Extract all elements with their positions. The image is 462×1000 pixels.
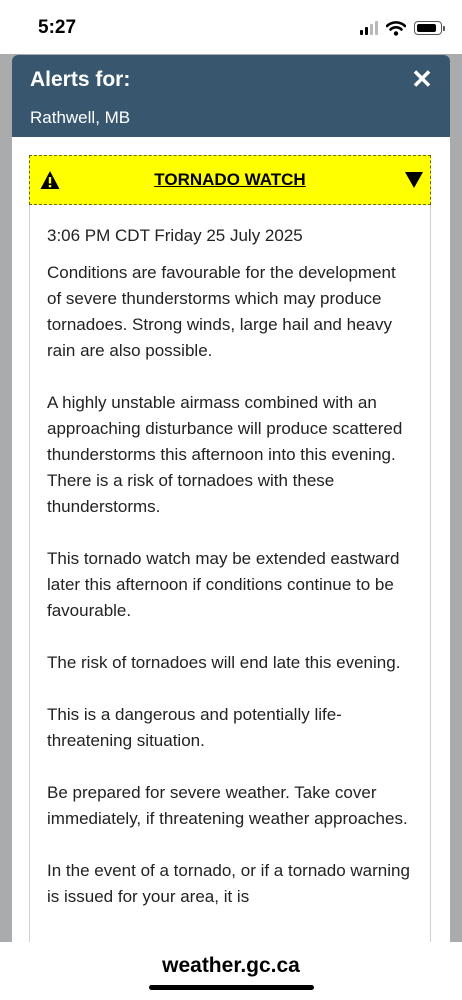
home-indicator[interactable]: [149, 985, 314, 990]
alert-title: TORNADO WATCH: [154, 170, 306, 189]
status-time: 5:27: [38, 17, 77, 38]
wifi-icon: [386, 21, 406, 36]
alert-paragraph: The risk of tornadoes will end late this evening.: [47, 653, 401, 672]
address-bar-domain[interactable]: weather.gc.ca: [162, 954, 300, 977]
status-icons: [360, 19, 442, 37]
alert-paragraph: A highly unstable airmass combined with an approaching disturbance will produce scattered thunderstorms this afternoon into this evening. There is a risk of tornadoes with these thunderstorms.: [47, 393, 403, 516]
close-icon[interactable]: ✕: [411, 64, 433, 94]
alert-paragraph: This tornado watch may be extended eastward later this afternoon if conditions continue to be favourable.: [47, 549, 400, 620]
alert-paragraph: In the event of a tornado, or if a tornado warning is issued for your area, it is: [47, 861, 410, 906]
alert-paragraph: Conditions are favourable for the development of severe thunderstorms which may produce tornadoes. Strong winds, large hail and heavy rain are also possible.: [47, 263, 396, 360]
alerts-modal: [12, 55, 450, 955]
status-bar: [0, 0, 462, 54]
signal-icon: [360, 21, 378, 35]
modal-title: Alerts for:: [30, 68, 131, 91]
alert-issued-time: 3:06 PM CDT Friday 25 July 2025: [47, 226, 303, 245]
modal-header: [12, 55, 450, 137]
chevron-down-icon: [404, 171, 424, 189]
alert-toggle-bar[interactable]: [29, 155, 431, 205]
alert-location: Rathwell, MB: [30, 108, 131, 127]
alert-details: [29, 205, 431, 955]
alert-paragraph: Be prepared for severe weather. Take cover immediately, if threatening weather approaches.: [47, 783, 408, 828]
alert-paragraph: This is a dangerous and potentially life-threatening situation.: [47, 705, 342, 750]
battery-icon: [414, 21, 442, 35]
browser-bottom-bar: [0, 942, 462, 1000]
